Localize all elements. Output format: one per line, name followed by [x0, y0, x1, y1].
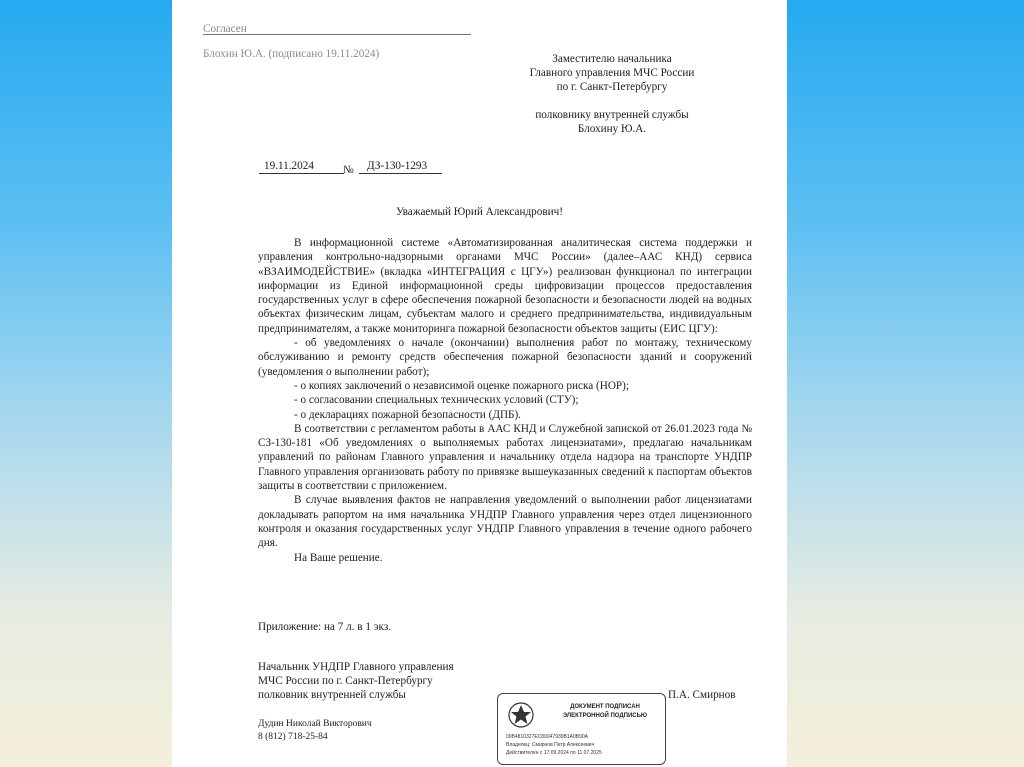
stamp-certificate: 00B4810327EC80047939B1A0B90A: [506, 734, 589, 740]
signatory-line-1: Начальник УНДПР Главного управления: [258, 661, 454, 673]
doc-number-underline: [359, 173, 442, 174]
body-paragraph-4: На Ваше решение.: [294, 551, 383, 564]
body-bullet-4: - о декларациях пожарной безопасности (ДПБ).: [294, 408, 521, 421]
addressee-line-3: по г. Санкт-Петербургу: [556, 81, 668, 93]
attachment-note: Приложение: на 7 л. в 1 экз.: [258, 621, 392, 633]
body-bullet-3: - о согласовании специальных технических условий (СТУ);: [294, 394, 579, 407]
electronic-signature-stamp: [497, 693, 666, 765]
approval-label: Согласен: [203, 23, 247, 35]
stamp-validity: Действителен с 17.09.2024 по 11.07.2025: [506, 750, 602, 756]
body-paragraph-1: В информационной системе «Автоматизированная аналитическая система поддержки и управления контрольно-надзорными органами МЧС России» (далее–ААС КНД) сервиса «ВЗАИМОДЕЙСТВИЕ» (вкладка «ИНТЕГРАЦИЯ с ЦГУ») реализован функционал по интеграции информации из Единой информационной среды цифровизации процессов предоставления государственных услуг в сфере обеспечения пожарной безопасности и безопасности людей на водных объектах физическим лицам, субъектам малого и среднего предпринимательства, индивидуальным предпринимателям, а также мониторинга пожарной безопасности объектов защиты (ЕИС ЦГУ):: [258, 237, 752, 335]
stamp-title-line-2: ЭЛЕКТРОННОЙ ПОДПИСЬЮ: [562, 713, 648, 719]
body-paragraph-3: В случае выявления фактов не направления уведомлений о выполнении работ лицензиатами докладывать рапортом на имя начальника УНДПР Главного управления через отдел лицензионного контроля и оказания государственных услуг УНДПР Главного управления в течение одного рабочего дня.: [258, 494, 752, 550]
doc-date-underline: [259, 173, 344, 174]
addressee-line-2: Главного управления МЧС России: [529, 67, 695, 79]
addressee-line-1: Заместителю начальника: [552, 53, 672, 65]
salutation: Уважаемый Юрий Александрович!: [395, 206, 563, 218]
stamp-title-line-1: ДОКУМЕНТ ПОДПИСАН: [570, 704, 640, 710]
signatory-line-2: МЧС России по г. Санкт-Петербургу: [258, 675, 433, 687]
approval-signer: Блохин Ю.А. (подписано 19.11.2024): [203, 48, 380, 60]
doc-number: ДЗ-130-1293: [367, 160, 428, 172]
letter-body: [258, 236, 752, 565]
body-bullet-1: - об уведомлениях о начале (окончании) выполнения работ по монтажу, техническому обслуживанию и ремонту средств обеспечения пожарной безопасности зданий и сооружений (уведомления о выполнении работ);: [258, 337, 752, 378]
body-bullet-2: - о копиях заключений о независимой оценке пожарного риска (НОР);: [294, 379, 629, 392]
signatory-name: П.А. Смирнов: [668, 689, 736, 701]
body-paragraph-2: В соответствии с регламентом работы в ААС КНД и Служебной запиской от 26.01.2023 года № СЗ-130-181 «Об уведомлениях о выполняемых работах лицензиатами», предлагаю начальникам управлений по районам Главного управления и начальнику отдела надзора на транспорте УНДПР Главного управления организовать работу по привязке вышеуказанных сведений к паспортам объектов защиты в соответствии с приложением.: [258, 422, 752, 493]
addressee-line-4: полковнику внутренней службы: [535, 109, 689, 121]
doc-number-sign: №: [343, 164, 354, 176]
emblem-icon: [507, 700, 535, 730]
document-page: [172, 0, 787, 767]
performer-phone: 8 (812) 718-25-84: [258, 732, 328, 742]
addressee-line-5: Блохину Ю.А.: [577, 123, 647, 135]
stamp-owner: Владелец: Смирнов Петр Алексеевич: [506, 742, 595, 748]
doc-date: 19.11.2024: [264, 160, 314, 172]
approval-underline: [203, 34, 471, 35]
signatory-line-3: полковник внутренней службы: [258, 689, 406, 701]
stamp-title: [550, 703, 660, 721]
performer-name: Дудин Николай Викторович: [258, 719, 372, 729]
